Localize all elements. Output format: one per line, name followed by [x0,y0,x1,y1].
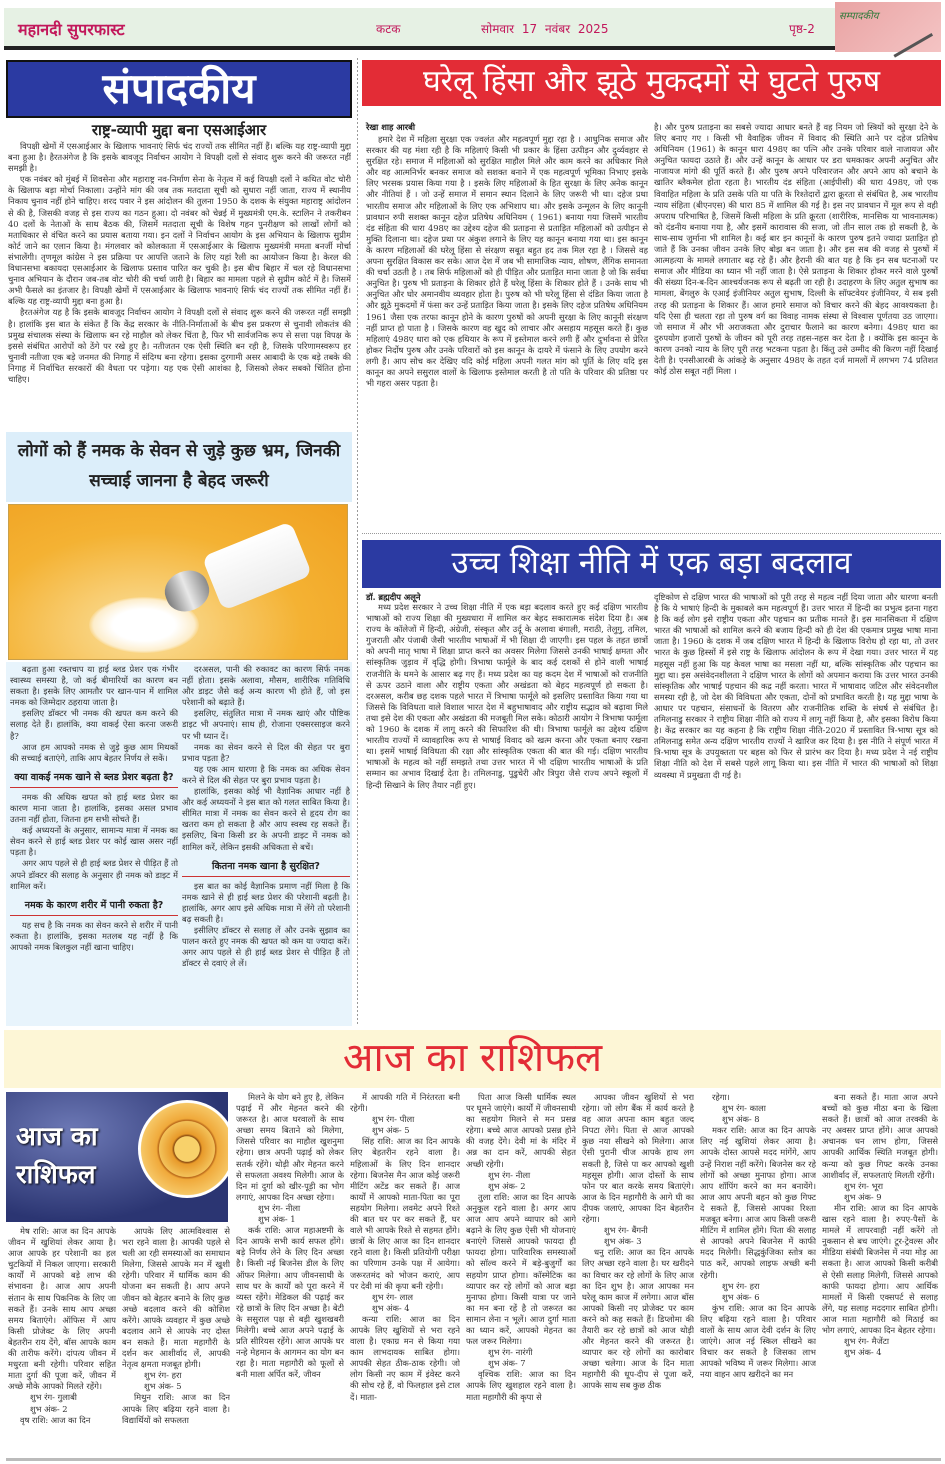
domestic-article-column-2 [654,122,938,530]
salt-paragraph: यह सच है कि नमक का सेवन करने से शरीर में पानी रुकता है। हालांकि, इसका मतलब यह नहीं है कि आपको नमक बिलकुल नहीं खाना चाहिए। [10,919,178,952]
editorial-paragraph: हैरतअंगेज यह है कि इसके बावजूद निर्वाचन आयोग ने विपक्षी दलों से संवाद शुरू करने की जरूरत नहीं समझी है। हालांकि इस बात के संकेत हैं कि केंद्र सरकार के नीति-निर्माताओं के बीच इस प्रकरण से चुनावी लोकतंत्र की प्रमुख संचालक संस्था के खिलाफ बन रहे माहौल को लेकर चिंता है, फिर भी सार्वजनिक रूप से सत्ता पक्ष विपक्ष के इससे संबंधित आरोपों को ठेंगे पर रखे हुए है। नतीजतन एक ऐसी स्थिति बन रही है, जिसके परिणामस्वरूप हर चुनावी नतीजा एक बड़े जनमत की निगाह में संदिग्ध बना रहेगा। इसका दुरगामी असर आबादी के एक बड़े तबके की निगाह में निर्वाचित सरकारों की वैधता पर पड़ेगा। यह एक ऐसी आशंका है, जिसको लेकर सबको चिंतित होना चाहिए। [8,307,351,384]
horoscope-column [700,1092,816,1456]
horoscope-paragraph: बना सकते हैं। माता आज अपने बच्चों को कुछ मीठा बना के खिला सकते हैं। छात्रों को आज तरक्की के नए अवसर प्राप्त होंगे। आज आपको अचानक धन लाभ होगा, जिससे आपकी आर्थिक स्थिति मजबूत होगी। कन्या को कुछ गिफ्ट करके उनका आशीर्वाद लें, सफलताएं मिलती रहेंगी। [822,1092,938,1180]
lucky-detail: शुभ रंग- पीला [372,1114,415,1125]
article-text: हमारे देश में महिला सुरक्षा एक ज्वलंत और महत्वपूर्ण मुद्दा रहा है । आधुनिक समाज और सरकार की यह मंशा रही है कि महिलाएं किसी भी प्रकार के हिंसा उत्पीड़न और दुर्व्यवहार से सुरक्षित रहे। समाज में महिलाओं को सुरक्षित माहौल मिले और काम करने का अधिकार मिले और वह आत्मनिर्भर बनकर समाज को सशक्त बनाने में एक महत्वपूर्ण भूमिका निभाए इसके लिए भरसक प्रयास किया गया है । इसके लिए महिलाओं के हित सुरक्षा के लिए अनेक कानून और नीतियां हैं । जो उन्हें समाज में समान स्थान दिलाने के लिए जरूरी भी था। दहेज प्रथा भारतीय समाज और महिलाओं के लिए एक अभिशाप था। और इसके उन्मूलन के लिए कानूनी प्रावधान रुपी सशक्त कानून दहेज प्रतिषेध अधिनियम ( 1961) बनाया गया जिसमें भारतीय दंड संहिता की धारा 498ए का उद्देश्य दहेज की प्रताड़ना से प्रताड़ित महिलाओं को उत्पीड़न से मुक्ति दिलाना था। दहेज प्रथा पर अंकुश लगाने के लिए यह कानून बनाया गया था। इस कानून के कारण महिलाओं की घरेलू हिंसा से संरक्षण सबूत बहुत हद तक मिल रहा है । जिससे वह अपना सुरक्षित विकास कर सके। आज देश में जब भी सामाजिक न्याय, शोषण, लैंगिक समानता की चर्चा उठती है । तब सिर्फ महिलाओं को ही पीड़ित और प्रताड़ित माना जाता है जो कि सर्वथा अनुचित है। पुरुष भी प्रताड़ना के शिकार होते हैं घरेलू हिंसा के शिकार होते हैं । उनके साथ भी अनुचित और घोर अमानवीय व्यवहार होता है। पुरुष को भी घरेलू हिंसा से दंडित किया जाता है और झूठे मुकदमों में फंसा कर उन्हें प्रताड़ित किया जाता है। इसके लिए दहेज प्रतिषेध अधिनियम 1961 जैसा एक तरफा कानून होने के कारण पुरुषों को अपनी सुरक्षा के लिए कानूनी संरक्षण नहीं प्राप्त हो पाता है । जिसके कारण वह खुद को लाचार और असहाय महसूस करते हैं। कुछ महिलाएं 498ए धारा को एक हथियार के रूप में इस्तेमाल करने लगी हैं और दुर्भावना से प्रेरित होकर निर्दोष पुरुष और उनके परिवारों को इस कानून के दायरे में फंसाने के लिए उपयोग करने लगी हैं। आप सोच कर देखिए यदि कोई महिला अपनी गलत मांग को पूर्ति के लिए यदि इस कानून का अपने ससुराल वालों के खिलाफ इस्तेमाल करती है तो पति के परिवार की प्रतिष्ठा पर भी गहरा असर पड़ता है। [366,134,648,389]
day: सोमवार [481,22,515,36]
domestic-article-column-1 [366,134,648,530]
horoscope-paragraph: मकर राशि: आज का दिन आपके लिए नई खुशियां लेकर आया है। आपके दोस्त आपसे मदद मांगेंगे, आप उन्हें निराश नहीं करेंगे। बिजनेस कर रहे लोगों को अच्छा मुनाफा होगा। आज आप शॉपिंग करने का मन बनायेंगे। आज आप अपनी बहन को कुछ गिफ्ट दे सकते हैं, जिससे आपका रिश्ता मजबूत बनेगा। आज आप किसी जरूरी मीटिंग में शामिल होंगे। पिता की सलाह से आपको अपने बिजनेस में काफी मदद मिलेगी। सिद्धकुंजिका स्तोत्र का पाठ करें, आपको लाइफ अच्छी बनी रहेगी। [700,1125,816,1280]
editorial-paragraph: विपक्षी खेमों में एसआईआर के खिलाफ भावनाएं सिर्फ चंद राज्यों तक सीमित नहीं हैं। बल्कि यह राष्ट्र-व्यापी मुद्दा बना हुआ है। हैरतअंगेज है कि इसके बावजूद निर्वाचन आयोग ने विपक्षी दलों से संवाद शुरू करने की जरूरत नहीं समझी है। [8,141,351,174]
editorial-banner: संपादकीय [6,60,352,118]
salt-headline: लोगों को हैं नमक के सेवन से जुड़े कुछ भ्रम, जिनकी सच्चाई जानना है बेहद जरूरी [6,432,352,502]
education-article-column-1 [366,602,648,1022]
section-logo [835,2,941,52]
lucky-detail: शुभ अंक- 4 [372,1302,410,1313]
pen-icon [885,18,933,57]
horoscope-column [350,1092,460,1456]
editorial-title: राष्ट्र-व्यापी मुद्दा बना एसआईआर [91,121,267,139]
article-text: मध्य प्रदेश सरकार ने उच्च शिक्षा नीति में एक बड़ा बदलाव करते हुए कई दक्षिण भारतीय भाषाओं को राज्य शिक्षा की मुख्यधारा में शामिल कर बेहद सकारात्मक संदेश दिया है। अब राज्य के कॉलेजों में हिन्दी, अंग्रेजी, संस्कृत और उर्दू के अलावा बंगाली, मराठी, तेलुगु, तमिल, गुजराती और पंजाबी जैसी भारतीय भाषाओं में भी शिक्षा दी जाएगी। इस पहल के तहत छात्रों को अपनी मातृ भाषा में शिक्षा प्राप्त करने का अवसर मिलेगा जिससे उनकी भाषाई क्षमता और सांस्कृतिक जुड़ाव में वृद्धि होगी। त्रिभाषा फार्मूले के बाद कई दशकों से होने वाली भाषाई राजनीति के थमने के आसार बढ़ गए हैं। मध्य प्रदेश का यह कदम देश में भाषाओं को राजनीति से ऊपर उठाने वाला और राष्ट्रीय एकता और अखंडता को बेहद महत्वपूर्ण हो सकता है। दरअसल, करीब छह दशक पहले भारत में त्रिभाषा फार्मूले को इसलिए प्रस्तावित किया गया था जिससे कि विविधता वाले विशाल भारत देश में बहुभाषावाद और राष्ट्रीय सद्भाव को बढ़ावा मिले तथा इसे देश की एकता और अखंडता की मजबूती मिल सके। कोठारी आयोग ने त्रिभाषा फार्मूला को 1960 के दशक में लागू करने की सिफारिश की थी। त्रिभाषा फार्मूले का उद्देश्य दक्षिण भारतीय राज्यों में व्यावहारिक रूप से भाषाई विवाद को खत्म करना और एकता बनाए रखना था। इसमें भाषाई विविधता की रक्षा और सांस्कृतिक एकता की बात की गई। दक्षिण भारतीय भाषाओं के महत्व को नहीं समझते तथा उत्तर भारत में भी दक्षिण भारतीय भाषाओं के प्रति सम्मान का अभाव दिखाई देता है। तमिलनाडु, पुडुचेरी और त्रिपुरा जैसे राज्य अपने स्कूलों में हिन्दी सिखाने के लिए तैयार नहीं हुए। [366,602,648,790]
education-article-author: डॉ. ब्रह्मदीप अलूने [366,592,421,602]
salt-left-column [10,664,178,1024]
lucky-detail: शुभ रंग- नीला [258,1202,301,1213]
horoscope-paragraph: वृष राशि: आज का दिन [20,1414,91,1425]
salt-paragraph: अगर आप पहले से ही हाई ब्लड प्रेशर से पीड़ित हैं तो अपने डॉक्टर की सलाह के अनुसार ही नमक को डाइट में शामिल करें। [10,858,178,891]
column-divider [357,58,358,1024]
horoscope-paragraph: आपका जीवन खुशियों से भरा रहेगा। जो लोग बैंक में कार्य करते है वह आज अपना काम बहुत जल्द निपटा लेंगे। पिता से आज आपको कुछ नया सीखने को मिलेगा। आज ऐसी पुरानी चीज आपके हाथ लग सकती है, जिसे पा कर आपको खुशी महसूस होगी। आज दोस्तों के साथ फोन पर बात करके समय बिताएंगे। आज के दिन महागौरी के आगे घी का दीपक जलाएं, आपका दिन बेहतरीन रहेगा। [582,1092,694,1225]
salt-shaker-image [8,504,348,660]
lucky-detail: शुभ अंक- 1 [258,1214,296,1225]
salt-paragraph: बढ़ता हुआ रक्तचाप या हाई ब्लड प्रेशर एक गंभीर स्वास्थ्य समस्या है, जो कई बीमारियों का कारण बन सकता है। इसके लिए आमतौर पर खान-पान में शामिल नमक को जिम्मेदार ठहराया जाता है। [10,664,178,708]
salt-paragraph: नमक का सेवन करने से दिल की सेहत पर बुरा प्रभाव पड़ता है? [182,741,350,763]
editorial-paragraph: एक नवंबर को मुंबई में शिवसेना और महाराष्ट्र नव-निर्माण सेना के नेतृत्व में कई विपक्षी दलों ने कथित वोट चोरी के खिलाफ बड़ा मोर्चा निकाला। उन्होंने मांग की जब तक मतदाता सूची को सुधारा नहीं जाता, राज्य में स्थानीय निकाय चुनाव नहीं होने चाहिए। शरद पवार ने इस आंदोलन की तुलना 1950 के दशक के संयुक्त महाराष्ट्र आंदोलन से की है, जिसकी वजह से इस राज्य का गठन हुआ। दो नवंबर को चेन्नई में मुख्यमंत्री एम.के. स्टालिन ने तकरीबन 40 दलों के नेताओं के साथ बैठक की, जिसमें मतदाता सूची के विशेष गहन पुनरीक्षण को लाखों लोगों को मताधिकार से वंचित करने का प्रयास बताया गया। इन दलों ने निर्वाचन आयोग के इस अभियान के खिलाफ सुप्रीम कोर्ट जाने का एलान किया है। मंगलवार को कोलकाता में एसआईआर के खिलाफ मुख्यमंत्री ममता बनर्जी मोर्चा संभालेंगी। तृणमूल कांग्रेस ने इस प्रक्रिया पर आपत्ति जताने के लिए यहां रैली का आयोजन किया है। केरल की विधानसभा बकायदा एसआईआर के खिलाफ प्रस्ताव पारित कर चुकी है। इस बीच बिहार में चल रहे विधानसभा चुनाव अभियान के दौरान जब-तब वोट चोरी की चर्चा जारी है। बिहार का मामला पहले से सुप्रीम कोर्ट में है। जिसमें अभी फैसले का इंतजार है। विपक्षी खेमों में एसआईआर के खिलाफ भावनाएं सिर्फ चंद राज्यों तक सीमित नहीं हैं। बल्कि यह राष्ट्र-व्यापी मुद्दा बना हुआ है। [8,174,351,307]
lucky-detail: शुभ अंक- 2 [30,1403,68,1414]
domestic-article-headline: घरेलू हिंसा और झूठे मुकदमों से घुटते पुरुष [362,60,941,106]
salt-paragraph: आज हम आपको नमक से जुड़े कुछ आम मिथकों की सच्चाई बताएंगे, ताकि आप बेहतर निर्णय ले सकें। [10,741,178,763]
horoscope-column [122,1226,230,1456]
horoscope-column [822,1092,938,1456]
salt-paragraph: दरअसल, पानी की रुकावट का कारण सिर्फ नमक नहीं होता। इसके अलावा, मौसम, शारीरिक गतिविधि और डाइट जैसे कई अन्य कारण भी होते हैं, जो इस परेशानी को बढ़ाते हैं। [182,664,350,708]
lucky-detail: शुभ अंक- 2 [488,1180,526,1191]
horoscope-paragraph: मिलने के योग बने हुए है, लेकिन पढ़ाई में और मेहनत करने की जरूरत है। आज घरवालों के साथ अच्छा समय बिताने को मिलेगा, जिससे परिवार का माहौल खुशनुमा रहेगा। छात्र अपनी पढ़ाई को लेकर सतर्क रहेंगे। थोड़ी और मेहनत करने से सफलता अवश्य मिलेगी। आज के दिन मां दुर्गा को खीर-पूड़ी का भोग लगाएं, आपका दिन अच्छा रहेगा। [236,1092,344,1202]
education-article-column-2 [654,592,938,1022]
shaker-body [202,521,313,611]
horoscope-image [6,1092,228,1222]
lucky-detail: शुभ अंक- 5 [372,1125,410,1136]
horoscope-paragraph: मीन राशि: आज का दिन आपके खास रहने वाला है। रुपए-पैसों के मामले में लापरवाही नहीं करेंगे तो नुकसान से बच जाएंगे। टूर-ट्रेवल्स और मीडिया संबंधी बिजनेस में नया मोड़ आ सकता है। आज आपको किसी करीबी से ऐसी सलाह मिलेगी, जिससे आपको काफी फायदा होगा। आप आर्थिक मामलों में किसी एक्सपर्ट से सलाह लेंगे, यह सलाह मददगार साबित होगी। आज माता महागौरी को मिठाई का भोग लगाएं, आपका दिन बेहतर रहेगा। [822,1202,938,1335]
horoscope-column [466,1092,576,1456]
lucky-detail: शुभ अंक- 5 [144,1381,182,1392]
horoscope-paragraph: में आपकी गति में निरंतरता बनी रहेगी। [350,1092,460,1114]
horoscope-paragraph: कर्क राशि: आज महाअष्टमी के दिन आपके सभी कार्य सफल होंगे। बड़े निर्णय लेने के लिए दिन अच्छा है। किसी नई बिजनेस डील के लिए ऑफर मिलेगा। आप जीवनसाथी के साथ घर के कार्यों को पूरा करने में व्यस्त रहेंगे। मेडिकल की पढ़ाई कर रहे छात्रों के लिए दिन अच्छा है। बेटी के ससुराल पक्ष से बड़ी खुशखबरी मिलेगी। बच्चे आज अपने पढ़ाई के प्रति सीरियस रहेंगे। आज आपके घर नन्हे मेहमान के आगमन का योग बन रहा है। माता महागौरी को फूलों से बनी माला अर्पित करें, जीवन [236,1225,344,1380]
horoscope-paragraph: आपके लिए आत्मविश्वास से भरा रहने वाला है। आपकी पहले से चली आ रही समस्याओं का समाधान मिलेगा, जिससे आपके मन में खुशी रहेगी। परिवार में धार्मिक काम की योजना बन सकती है। आप अपने जीवन को बेहतर बनाने के लिए कुछ अच्छे बदलाव करने की कोशिश करेंगे। आपके व्यवहार में कुछ अच्छे बदलाव आने से आपके नए दोस्त बन सकते हैं। माता महागौरी के दर्शन कर आशीर्वाद लें, आपकी नेतृत्व क्षमता मजबूत होगी। [122,1226,230,1370]
salt-subheading: क्या वाकई नमक खाने से ब्लड प्रेशर बढ़ता है? [10,767,178,788]
article-text: है। और पुरुष प्रताड़ना का सबसे ज्यादा आधार बनते हैं वह नियम जो स्त्रियों को सुरक्षा देने के लिए बनाए गए । किसी भी वैवाहिक जीवन में विवाद की स्थिति आने पर दहेज प्रतिषेध अधिनियम (1961) के कानून धारा 498ए का पत्नि और उनके परिवार वाले नाजायज और अनुचित फायदा उठाते हैं। और उन्हें कानून के आधार पर डरा धमकाकर अपनी अनुचित और नाजायज मांगो की पूर्ति करते हैं। और पुरुष अपने परिवारजन और अपने आप को बचाने के खातिर ब्लैकमेल होता रहता है। भारतीय दंड संहिता (आईपीसी) की धारा 498ए, जो एक विवाहित महिला के प्रति उसके पति या पति के रिश्तेदारों द्वारा क्रूरता से संबंधित है, अब भारतीय न्याय संहिता (बीएनएस) की धारा 85 में शामिल की गई है। इस नए प्रावधान में मूल रूप से वही अपराध परिभाषित है, जिसमें किसी महिला के प्रति क्रूरता (शारीरिक, मानसिक या भावनात्मक) को दंडनीय बनाया गया है, और इसमें कारावास की सजा, जो तीन साल तक हो सकती है, के साथ-साथ जुर्माना भी शामिल है। कई बार इन कानूनों के कारण पुरुष इतने ज्यादा प्रताड़ित हो जाते हैं कि उनका जीवन उनके लिए बोझ बन जाता है। और इस सब की वजह से पुरुषों में आत्महत्या के मामले लगातार बढ़ रहे हैं। और हैरानी की बात यह है कि इन सब घटनाओं पर समाज और मीडिया का ध्यान भी नहीं जाता है। ऐसे प्रताड़ना के शिकार होकर मरने वाले पुरुषों की संख्या दिन-ब-दिन आश्चर्यजनक रूप से बढ़ती जा रही है। उदाहरण के लिए अतुल सुभाष का मामला, बेंगलुरु के एआई इंजीनियर अतुल सुभाष, दिल्ली के सॉफ्टवेयर इंजीनियर, ये सब इसी तरह की प्रताड़ना के शिकार हैं। आज हमारे समाज को विचार करने की बेहद आवश्यकता है। यदि ऐसा ही चलता रहा तो पुरुष वर्ग का विवाह नामक संस्था से विश्वास पूर्णतया उठ जाएगा। जो समाज में और भी अराजकता और दुराचार फैलाने का कारण बनेगा। 498ए धारा का दुरुपयोग हजारों पुरुषों के जीवन को पूरी तरह तहस-नहस कर देता है । क्योंकि इस कानून के कारण उनको न्याय के लिए पूरी तरह भटकना पड़ता है। किंतु उसे उम्मीद की किरण नहीं दिखाई देती है। एनसीआरबी के आंकड़े के अनुसार 498ए के तहत दर्ज मामलों में लगभग 74 प्रतिशत कोई ठोस सबूत नहीं मिला । [654,122,938,377]
editorial-body [8,141,351,421]
horoscope-paragraph: सिंह राशि: आज का दिन आपके लिए बेहतरीन रहने वाला है। महिलाओं के लिए दिन शानदार रहेगा। बिजनेस मैन आज कोई जरूरी मीटिंग अटेंड कर सकते हैं। आज कार्यों में आपको माता-पिता का पूरा सहयोग मिलेगा। लवमेट अपने रिश्ते की बात घर पर कर सकते हैं, घर वाले भी आपके रिश्ते से सहमत होंगे। छात्रों के लिए आज का दिन शानदार रहने वाला है। किसी प्रतियोगी परीक्षा का परिणाम उनके पक्ष में आयेगा। जरूरतमंद को भोजन कराएं, आप पर देवी मां की कृपा बनी रहेगी। [350,1136,460,1291]
article-text: दृष्टिकोण से दक्षिण भारत की भाषाओं को पूरी तरह से महत्व नहीं दिया जाता और धारणा बनती है कि ये भाषाएं हिन्दी के मुकाबले कम महत्वपूर्ण हैं। उत्तर भारत में हिन्दी का प्रभुत्व इतना गहरा है कि कई लोग इसे राष्ट्रीय एकता और पहचान का प्रतीक मानते हैं। इस मानसिकता में दक्षिण भारत की भाषाओं को शामिल करने की बजाय हिन्दी को ही देश की एकमात्र प्रमुख भाषा माना जाता है। 1960 के दशक में जब दक्षिण भारत में हिन्दी के खिलाफ विरोध हो रहा था, तो उत्तर भारत के कुछ हिस्सों में इसे राष्ट्र के खिलाफ आंदोलन के रूप में देखा गया। उत्तर भारत में यह महसूस नहीं हुआ कि यह केवल भाषा का मसला नहीं था, बल्कि सांस्कृतिक और पहचान का मुद्दा था। इस असंवेदनशीलता ने दक्षिण भारत के लोगों को अपमान कराया कि उत्तर भारत उनकी सांस्कृतिक और भाषाई पहचान की कद्र नहीं करता। भारत में भाषावाद जटिल और संवेदनशील समस्या रही है, जो देश की विविधता और एकता, दोनों को प्रभावित करती है। यह मुद्दा भाषा के आधार पर पहचान, संसाधनों के वितरण और राजनीतिक शक्ति के संघर्ष से संबंधित है। तमिलनाडु सरकार ने राष्ट्रीय शिक्षा नीति को राज्य में लागू नहीं किया है, और इसका विरोध किया है। केंद्र सरकार का यह कहना है कि राष्ट्रीय शिक्षा नीति-2020 में प्रस्तावित त्रि-भाषा सूत्र को तमिलनाडु समेत अन्य दक्षिण भारतीय राज्यों ने खारिज कर दिया है। इस नीति ने संपूर्ण भारत में त्रि-भाषा सूत्र के उपयुक्तता पर बहस को फिर से प्रारंभ कर दिया है। मध्य प्रदेश ने नई राष्ट्रीय शिक्षा नीति को देश में सबसे पहले लागू किया था। इस नीति में भारत की भाषाओं को शिक्षा व्यवस्था में प्रमुखता दी गई है। [654,592,938,780]
section-logo-text: सम्पादकीय [839,11,879,22]
horoscope-column [8,1226,116,1456]
lucky-detail: शुभ रंग- मैजेंटा [844,1336,890,1347]
horoscope-paragraph: पिता आज किसी धार्मिक स्थल पर घूमने जाएंगे। कार्यों में जीवनसाथी का सहयोग मिलने से मन प्रसन्न रहेगा। बच्चे आज आपको प्रसन्न होने की वजह देंगे। देवी मां के मंदिर में अन्न का दान करें, आपकी सेहत अच्छी रहेगी। [466,1092,576,1169]
education-article-headline: उच्च शिक्षा नीति में एक बड़ा बदलाव [362,540,941,588]
horoscope-paragraph: कुंभ राशि: आज का दिन आपके लिए बढ़िया रहने वाला है। परिवार वालों के साथ आज देवी दर्शन के लिए जाएंगे। आज नई स्किल सीखने का विचार कर सकते है जिसका लाभ आपको भविष्य में जरूर मिलेगा। आज नया वाहन आप खरीदने का मन [700,1302,816,1380]
salt-subheading: कितना नमक खाना है सुरक्षित? [182,856,350,877]
horoscope-paragraph: मिथुन राशि: आज का दिन आपके लिए बढ़िया रहने वाला है। विद्यार्थियों को सफलता [122,1392,230,1425]
masthead [4,8,941,50]
horoscope-column [236,1092,344,1456]
salt-right-column [182,664,350,1024]
horoscope-paragraph: वृश्चिक राशि: आज का दिन आपके लिए खुशहाल रहने वाला है। माता महागौरी की कृपा से [466,1369,576,1402]
domestic-article-author: रेखा शाह आरबी [366,122,416,132]
city: कटक [376,22,401,36]
zodiac-wheel-icon [138,1100,228,1198]
paper-name: महानदी सुपरफास्ट [18,20,125,39]
salt-paragraph: हालांकि, इसका कोई भी वैज्ञानिक आधार नहीं है और कई अध्ययनों ने इस बात को गलत साबित किया है। सीमित मात्रा में नमक का सेवन करने से हृदय रोग का खतरा कम हो सकता है और आप स्वस्थ रह सकते हैं। इसलिए, बिना किसी डर के अपनी डाइट में नमक को शामिल करें, लेकिन इसकी अधिकता से बचें। [182,786,350,852]
lucky-detail: शुभ रंग- भूरा [844,1180,883,1191]
horoscope-column [582,1092,694,1456]
lucky-detail: शुभ रंग- नीला [488,1169,531,1180]
lucky-detail: शुभ रंग- लाल [372,1291,414,1302]
salt-paragraph: इसीलिए डॉक्टर से सलाह लें और उनके सुझाव का पालन करते हुए नमक की खपत को कम या ज्यादा करें। अगर आप पहले से ही हाई ब्लड प्रेशर से पीड़ित हैं तो डॉक्टर से दवाएं ले लें। [182,924,350,969]
lucky-detail: शुभ अंक- 7 [488,1358,526,1369]
horoscope-paragraph: धनु राशि: आज का दिन आपके लिए अच्छा रहने वाला है। घर खरीदने का विचार कर रहे लोगों के लिए आज का दिन शुभ है। आज आपका मन घरेलू काम काज में लगेगा। आज बॉस आपको किसी नए प्रोजेक्ट पर काम करने को कह सकते हैं। डिप्लोमा की तैयारी कर रहे छात्रों को आज थोड़ी और मेहनत करने की जरूरत है। व्यापार कर रहे लोगों का कारोबार अच्छा चलेगा। आज के दिन माता महागौरी की धूप-दीप से पूजा करें, आपके साथ सब कुछ ठीक [582,1247,694,1391]
salt-paragraph: इसलिए डॉक्टर भी नमक की खपत कम करने की सलाह देते हैं। हालांकि, क्या वाकई ऐसा करना जरूरी है? [10,708,178,741]
horoscope-paragraph: तुला राशि: आज का दिन आपके अनुकूल रहने वाला है। अगर आप आज आप अपने व्यापार को आगे बढ़ाने के लिए कुछ ऐसी भी योजनाएं बनाएंगे जिससे आपको फायदा ही फायदा होगा। पारिवारिक समस्याओं को सॉल्व करने में बड़े-बुजुर्गों का सहयोग प्राप्त होगा। कॉस्मेटिक का व्यापार कर रहे लोगों को आज बड़ा मुनाफा होगा। किसी यात्रा पर जाने का मन बना रहें है तो जरूरत का सामान लेना न भूलें। आज दुर्गा माता का ध्यान करें, आपको मेहनत का फल जरूर मिलेगा। [466,1191,576,1347]
date: 17 नवंबर 2025 [521,22,609,36]
horoscope-paragraph: रहेगा। [712,1092,730,1102]
lucky-detail: शुभ रंग- काला [722,1103,766,1114]
salt-paragraph: यह एक आम धारणा है कि नमक का अधिक सेवन करने से दिल की सेहत पर बुरा प्रभाव पड़ता है। [182,763,350,785]
salt-subheading: नमक के कारण शरीर में पानी रुकता है? [10,895,178,916]
lucky-detail: शुभ अंक- 9 [844,1191,882,1202]
horoscope-banner: आज का राशिफल [4,1030,941,1088]
horoscope-image-text: आज का राशिफल [16,1122,98,1190]
salt-paragraph: नमक की अधिक खपत को हाई ब्लड प्रेशर का कारण माना जाता है। हालांकि, इसका असल प्रभाव उतना नहीं होता, जितना हम सभी सोचते हैं। [10,791,178,825]
salt-paragraph: इस बात का कोई वैज्ञानिक प्रमाण नहीं मिला है कि नमक खाने से ही हाई ब्लड प्रेशर की परेशानी बढ़ती है। हालांकि, अगर आप इसे अधिक मात्रा में लेंगे तो परेशानी बढ़ सकती है। [182,880,350,924]
salt-paragraph: कई अध्ययनों के अनुसार, सामान्य मात्रा में नमक का सेवन करने से हाई ब्लड प्रेशर पर कोई खास असर नहीं पड़ता है। [10,825,178,858]
lucky-detail: शुभ रंग- बैंगनी [604,1225,648,1236]
lucky-detail: शुभ अंक- 4 [844,1347,882,1358]
footer-bar [6,1458,941,1461]
page-number: पृष्ठ-2 [789,22,815,36]
lucky-detail: शुभ रंग- नारंगी [488,1347,533,1358]
section-divider [362,533,941,534]
date-line [481,20,608,37]
lucky-detail: शुभ अंक- 3 [604,1236,642,1247]
lucky-detail: शुभ रंग- हरा [722,1280,760,1291]
salt-paragraph: इसलिए, संतुलित मात्रा में नमक खाएं और पौष्टिक डाइट भी अपनाएं। साथ ही, रोजाना एक्सरसाइज करने पर भी ध्यान दें। [182,708,350,741]
horoscope-paragraph: कन्या राशि: आज का दिन आपके लिए खुशियों से भरा रहने वाला है। एकाग्र मन से किया गया काम लाभदायक साबित होगा। आपकी सेहत ठीक-ठाक रहेगी। जो लोग किसी नए काम में इंवेस्ट करने की सोच रहे हैं, वो फिलहाल इसे टाल दें। माता- [350,1313,460,1402]
lucky-detail: शुभ अंक- 8 [722,1114,760,1125]
lucky-detail: शुभ रंग- हरा [144,1370,182,1381]
horoscope-paragraph: मेष राशि: आज का दिन आपके जीवन में खुशियां लेकर आया है। आज आपके हर परेशानी का हल चुटकियों में निकल जाएगा। सरकारी कार्यों में आपको बड़े लाभ की संभावना है। आज आप अपनी संतान के साथ पिकनिक के लिए जा सकते हैं। उनके साथ आप अच्छा समय बिताएंगे। ऑफिस में आप किसी प्रोजेक्ट के लिए अपनी बेहतरीन राय देंगे, बॉस आपके काम की तारीफ करेंगे। दांपत्य जीवन में मधुरता बनी रहेगी। परिवार सहित माता दुर्गा की पूजा करें, जीवन में अच्छे मौके आपको मिलते रहेंगे। [8,1226,116,1392]
lucky-detail: शुभ रंग- गुलाबी [30,1392,77,1403]
lucky-detail: शुभ अंक- 6 [722,1291,760,1302]
